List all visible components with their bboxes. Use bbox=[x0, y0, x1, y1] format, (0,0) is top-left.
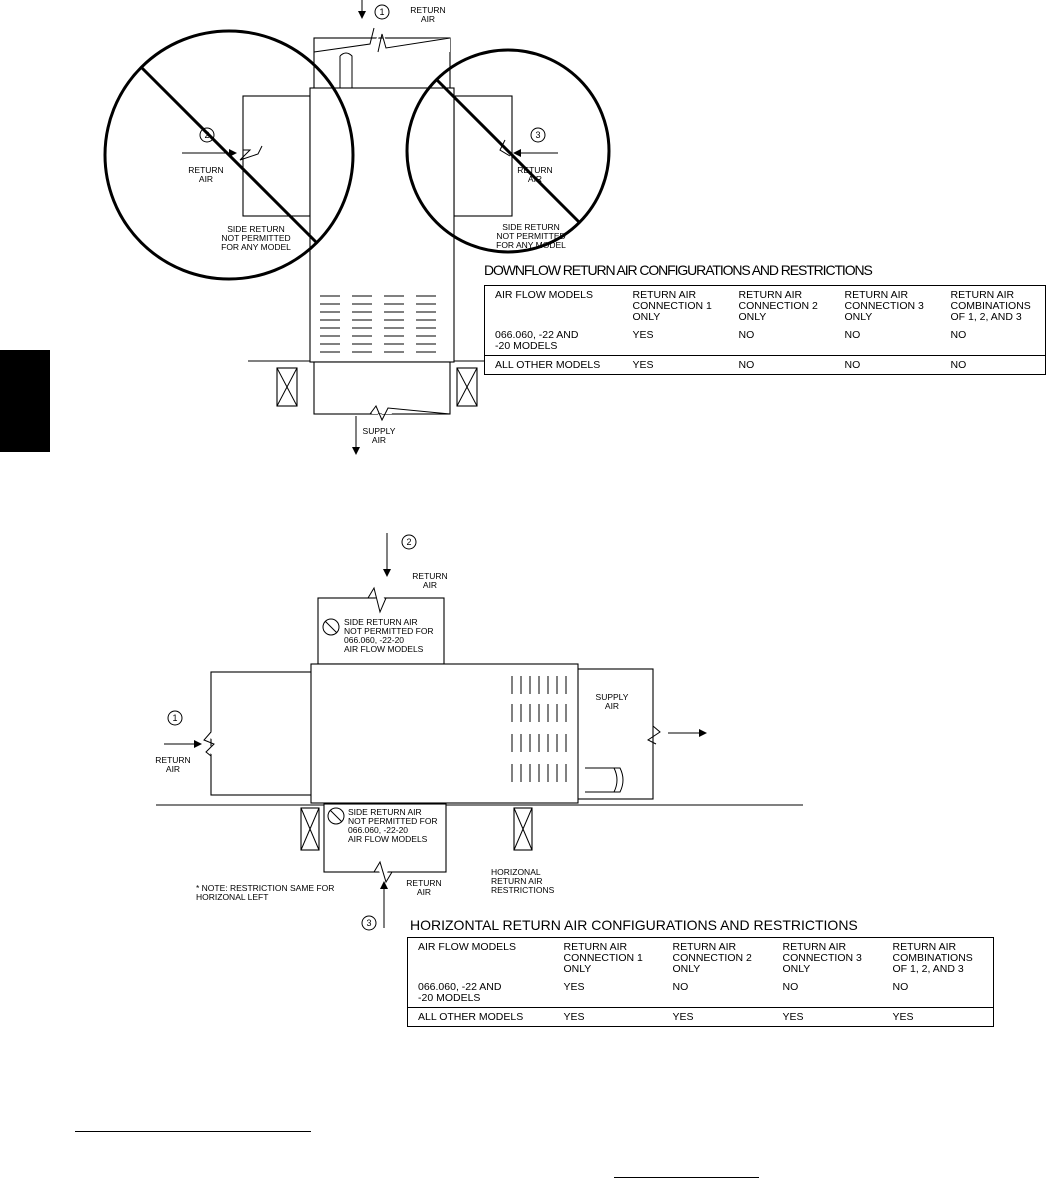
table-cell: NO bbox=[941, 356, 1046, 375]
svg-text:2: 2 bbox=[406, 537, 412, 547]
support-block bbox=[301, 808, 319, 850]
column-header: RETURN AIR COMBINATIONS OF 1, 2, AND 3 bbox=[950, 289, 1031, 323]
table-cell: YES bbox=[883, 1008, 994, 1027]
side-return-restriction-note: SIDE RETURN NOT PERMITTED FOR ANY MODEL bbox=[221, 224, 291, 252]
connection-number-1 bbox=[375, 5, 389, 19]
column-header: RETURN AIR CONNECTION 1 ONLY bbox=[563, 941, 643, 975]
table-cell: NO bbox=[950, 329, 967, 341]
table-cell: 066.060, -22 AND -20 MODELS bbox=[418, 981, 502, 1004]
table-cell: NO bbox=[782, 981, 799, 993]
return-air-label: RETURN AIR bbox=[410, 5, 446, 24]
connection-number-3 bbox=[531, 128, 545, 142]
column-header: RETURN AIR CONNECTION 1 ONLY bbox=[632, 289, 712, 323]
column-header: AIR FLOW MODELS bbox=[418, 941, 517, 953]
table-row bbox=[485, 356, 1046, 375]
support-block bbox=[277, 368, 297, 406]
column-header: RETURN AIR CONNECTION 3 ONLY bbox=[782, 941, 862, 975]
table-cell: YES bbox=[563, 981, 585, 993]
table-cell: ALL OTHER MODELS bbox=[408, 1008, 554, 1027]
left-return-plenum bbox=[211, 672, 313, 795]
side-return-restriction-note: SIDE RETURN NOT PERMITTED FOR ANY MODEL bbox=[496, 222, 566, 250]
downflow-table-title: DOWNFLOW RETURN AIR CONFIGURATIONS AND RESTRICTIONS bbox=[484, 262, 872, 278]
table-cell: NO bbox=[738, 329, 755, 341]
supply-air-label: SUPPLY AIR bbox=[362, 426, 396, 445]
side-return-restriction-note: SIDE RETURN AIR NOT PERMITTED FOR 066.060, -22-20 AIR FLOW MODELS bbox=[344, 617, 434, 654]
table-cell: YES bbox=[773, 1008, 883, 1027]
column-header: RETURN AIR CONNECTION 3 ONLY bbox=[844, 289, 924, 323]
table-row bbox=[408, 978, 994, 1008]
column-header: AIR FLOW MODELS bbox=[495, 289, 594, 301]
supply-plenum bbox=[577, 669, 653, 799]
footer-rule bbox=[75, 1131, 311, 1132]
furnace-cabinet bbox=[311, 664, 578, 803]
table-cell: 066.060, -22 AND -20 MODELS bbox=[495, 329, 579, 352]
horizontal-restrictions-label: HORIZONAL RETURN AIR RESTRICTIONS bbox=[491, 867, 555, 895]
connection-number-3 bbox=[362, 916, 376, 930]
table-cell: YES bbox=[663, 1008, 773, 1027]
table-row bbox=[408, 1008, 994, 1027]
downflow-restrictions-table bbox=[484, 285, 1046, 375]
support-block bbox=[514, 808, 532, 850]
svg-text:1: 1 bbox=[172, 713, 178, 723]
svg-text:1: 1 bbox=[379, 7, 385, 17]
table-cell: NO bbox=[844, 329, 861, 341]
return-air-label: RETURN AIR bbox=[406, 878, 442, 897]
column-header: RETURN AIR CONNECTION 2 ONLY bbox=[672, 941, 752, 975]
column-header: RETURN AIR CONNECTION 2 ONLY bbox=[738, 289, 818, 323]
supply-air-label: SUPPLY AIR bbox=[595, 692, 629, 711]
svg-text:3: 3 bbox=[535, 130, 541, 140]
supply-plenum bbox=[314, 362, 450, 414]
horizontal-restrictions-table bbox=[407, 937, 994, 1027]
return-air-label: RETURN AIR bbox=[517, 165, 553, 184]
horizontal-table-title: HORIZONTAL RETURN AIR CONFIGURATIONS AND RESTRICTIONS bbox=[410, 917, 858, 933]
table-cell: NO bbox=[672, 981, 689, 993]
table-cell: YES bbox=[554, 1008, 663, 1027]
support-block bbox=[457, 368, 477, 406]
table-cell: NO bbox=[892, 981, 909, 993]
table-cell: ALL OTHER MODELS bbox=[485, 356, 623, 375]
horizontal-diagram bbox=[155, 533, 803, 930]
downflow-diagram bbox=[105, 0, 609, 454]
table-header-row bbox=[408, 938, 994, 979]
side-return-restriction-note: SIDE RETURN AIR NOT PERMITTED FOR 066.060, -22-20 AIR FLOW MODELS bbox=[348, 807, 438, 844]
svg-text:2: 2 bbox=[204, 130, 210, 140]
return-air-label: RETURN AIR bbox=[188, 165, 224, 184]
table-cell: YES bbox=[623, 356, 729, 375]
footnote-horizontal-left: * NOTE: RESTRICTION SAME FOR HORIZONAL LEFT bbox=[196, 883, 335, 902]
connection-number-1 bbox=[168, 711, 182, 725]
connection-number-2 bbox=[402, 535, 416, 549]
return-air-label: RETURN AIR bbox=[412, 571, 448, 590]
svg-text:3: 3 bbox=[366, 918, 372, 928]
table-cell: NO bbox=[835, 356, 941, 375]
column-header: RETURN AIR COMBINATIONS OF 1, 2, AND 3 bbox=[892, 941, 973, 975]
table-row bbox=[485, 326, 1046, 356]
table-cell: YES bbox=[632, 329, 654, 341]
return-air-label: RETURN AIR bbox=[155, 755, 191, 774]
table-header-row bbox=[485, 286, 1046, 327]
table-cell: NO bbox=[729, 356, 835, 375]
right-side-return-plenum bbox=[454, 96, 512, 216]
